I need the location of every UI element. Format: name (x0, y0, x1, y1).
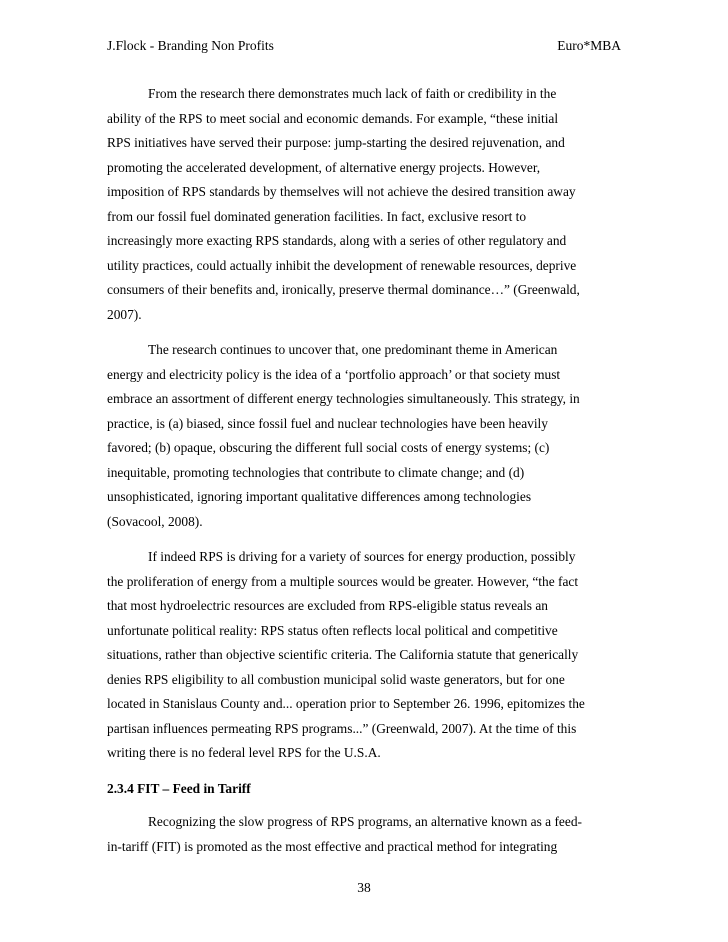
paragraph-line: imposition of RPS standards by themselves will not achieve the desired transition away (107, 184, 576, 199)
paragraph-line: The research continues to uncover that, one predominant theme in American (148, 342, 558, 357)
page-header (107, 38, 621, 58)
paragraph-line: inequitable, promoting technologies that contribute to climate change; and (d) (107, 464, 525, 480)
header-program: Euro*MBA (557, 38, 621, 53)
paragraph-3 (107, 545, 621, 766)
paragraph-line: partisan influences permeating RPS programs...” (Greenwald, 2007). At the time of this (107, 720, 577, 736)
header-title: J.Flock - Branding Non Profits (107, 38, 274, 53)
paragraph-line: energy and electricity policy is the idea of a ‘portfolio approach’ or that society must (107, 366, 561, 382)
paragraph-4 (107, 810, 621, 859)
paragraph-line: denies RPS eligibility to all combustion municipal solid waste generators, but for one (107, 671, 565, 687)
paragraph-line: in-tariff (FIT) is promoted as the most effective and practical method for integrating (107, 838, 558, 854)
section-heading: 2.3.4 FIT – Feed in Tariff (107, 780, 251, 796)
paragraph-line: consumers of their benefits and, ironically, preserve thermal dominance…” (Greenwald, (107, 282, 580, 297)
paragraph-1 (107, 82, 621, 327)
paragraph-line: unfortunate political reality: RPS status often reflects local political and competitive (107, 622, 558, 638)
paragraph-line: utility practices, could actually inhibit the development of renewable resources, deprive (107, 257, 577, 273)
paragraph-line: writing there is no federal level RPS for the U.S.A. (107, 745, 381, 760)
paragraph-line: RPS initiatives have served their purpose: jump-starting the desired rejuvenation, and (107, 135, 565, 150)
paragraph-line: favored; (b) opaque, obscuring the different full social costs of energy systems; (c) (107, 440, 550, 455)
paragraph-2 (107, 338, 621, 534)
paragraph-line: If indeed RPS is driving for a variety of sources for energy production, possibly (148, 549, 576, 564)
paragraph-line: ability of the RPS to meet social and economic demands. For example, “these initial (107, 110, 559, 126)
paragraph-line: promoting the accelerated development, of alternative energy projects. However, (107, 159, 541, 175)
paragraph-line: 2007). (107, 306, 142, 322)
page-number: 38 (357, 880, 371, 895)
paragraph-line: practice, is (a) biased, since fossil fuel and nuclear technologies have been heavily (107, 415, 548, 431)
paragraph-line: From the research there demonstrates much lack of faith or credibility in the (148, 86, 557, 101)
body-text (107, 82, 621, 870)
paragraph-line: embrace an assortment of different energy technologies simultaneously. This strategy, in (107, 391, 580, 406)
paragraph-line: situations, rather than objective scientific criteria. The California statute that generically (107, 647, 579, 662)
paragraph-line: Recognizing the slow progress of RPS programs, an alternative known as a feed- (148, 814, 582, 829)
paragraph-line: unsophisticated, ignoring important qualitative differences among technologies (107, 489, 532, 504)
paragraph-line: located in Stanislaus County and... operation prior to September 26. 1996, epitomizes the (107, 696, 585, 711)
paragraph-line: (Sovacool, 2008). (107, 513, 203, 529)
paragraph-line: that most hydroelectric resources are excluded from RPS-eligible status reveals an (107, 598, 549, 613)
paragraph-line: from our fossil fuel dominated generation facilities. In fact, exclusive resort to (107, 208, 527, 224)
paragraph-line: the proliferation of energy from a multiple sources would be greater. However, “the fact (107, 573, 579, 589)
paragraph-line: increasingly more exacting RPS standards, along with a series of other regulatory and (107, 233, 567, 248)
